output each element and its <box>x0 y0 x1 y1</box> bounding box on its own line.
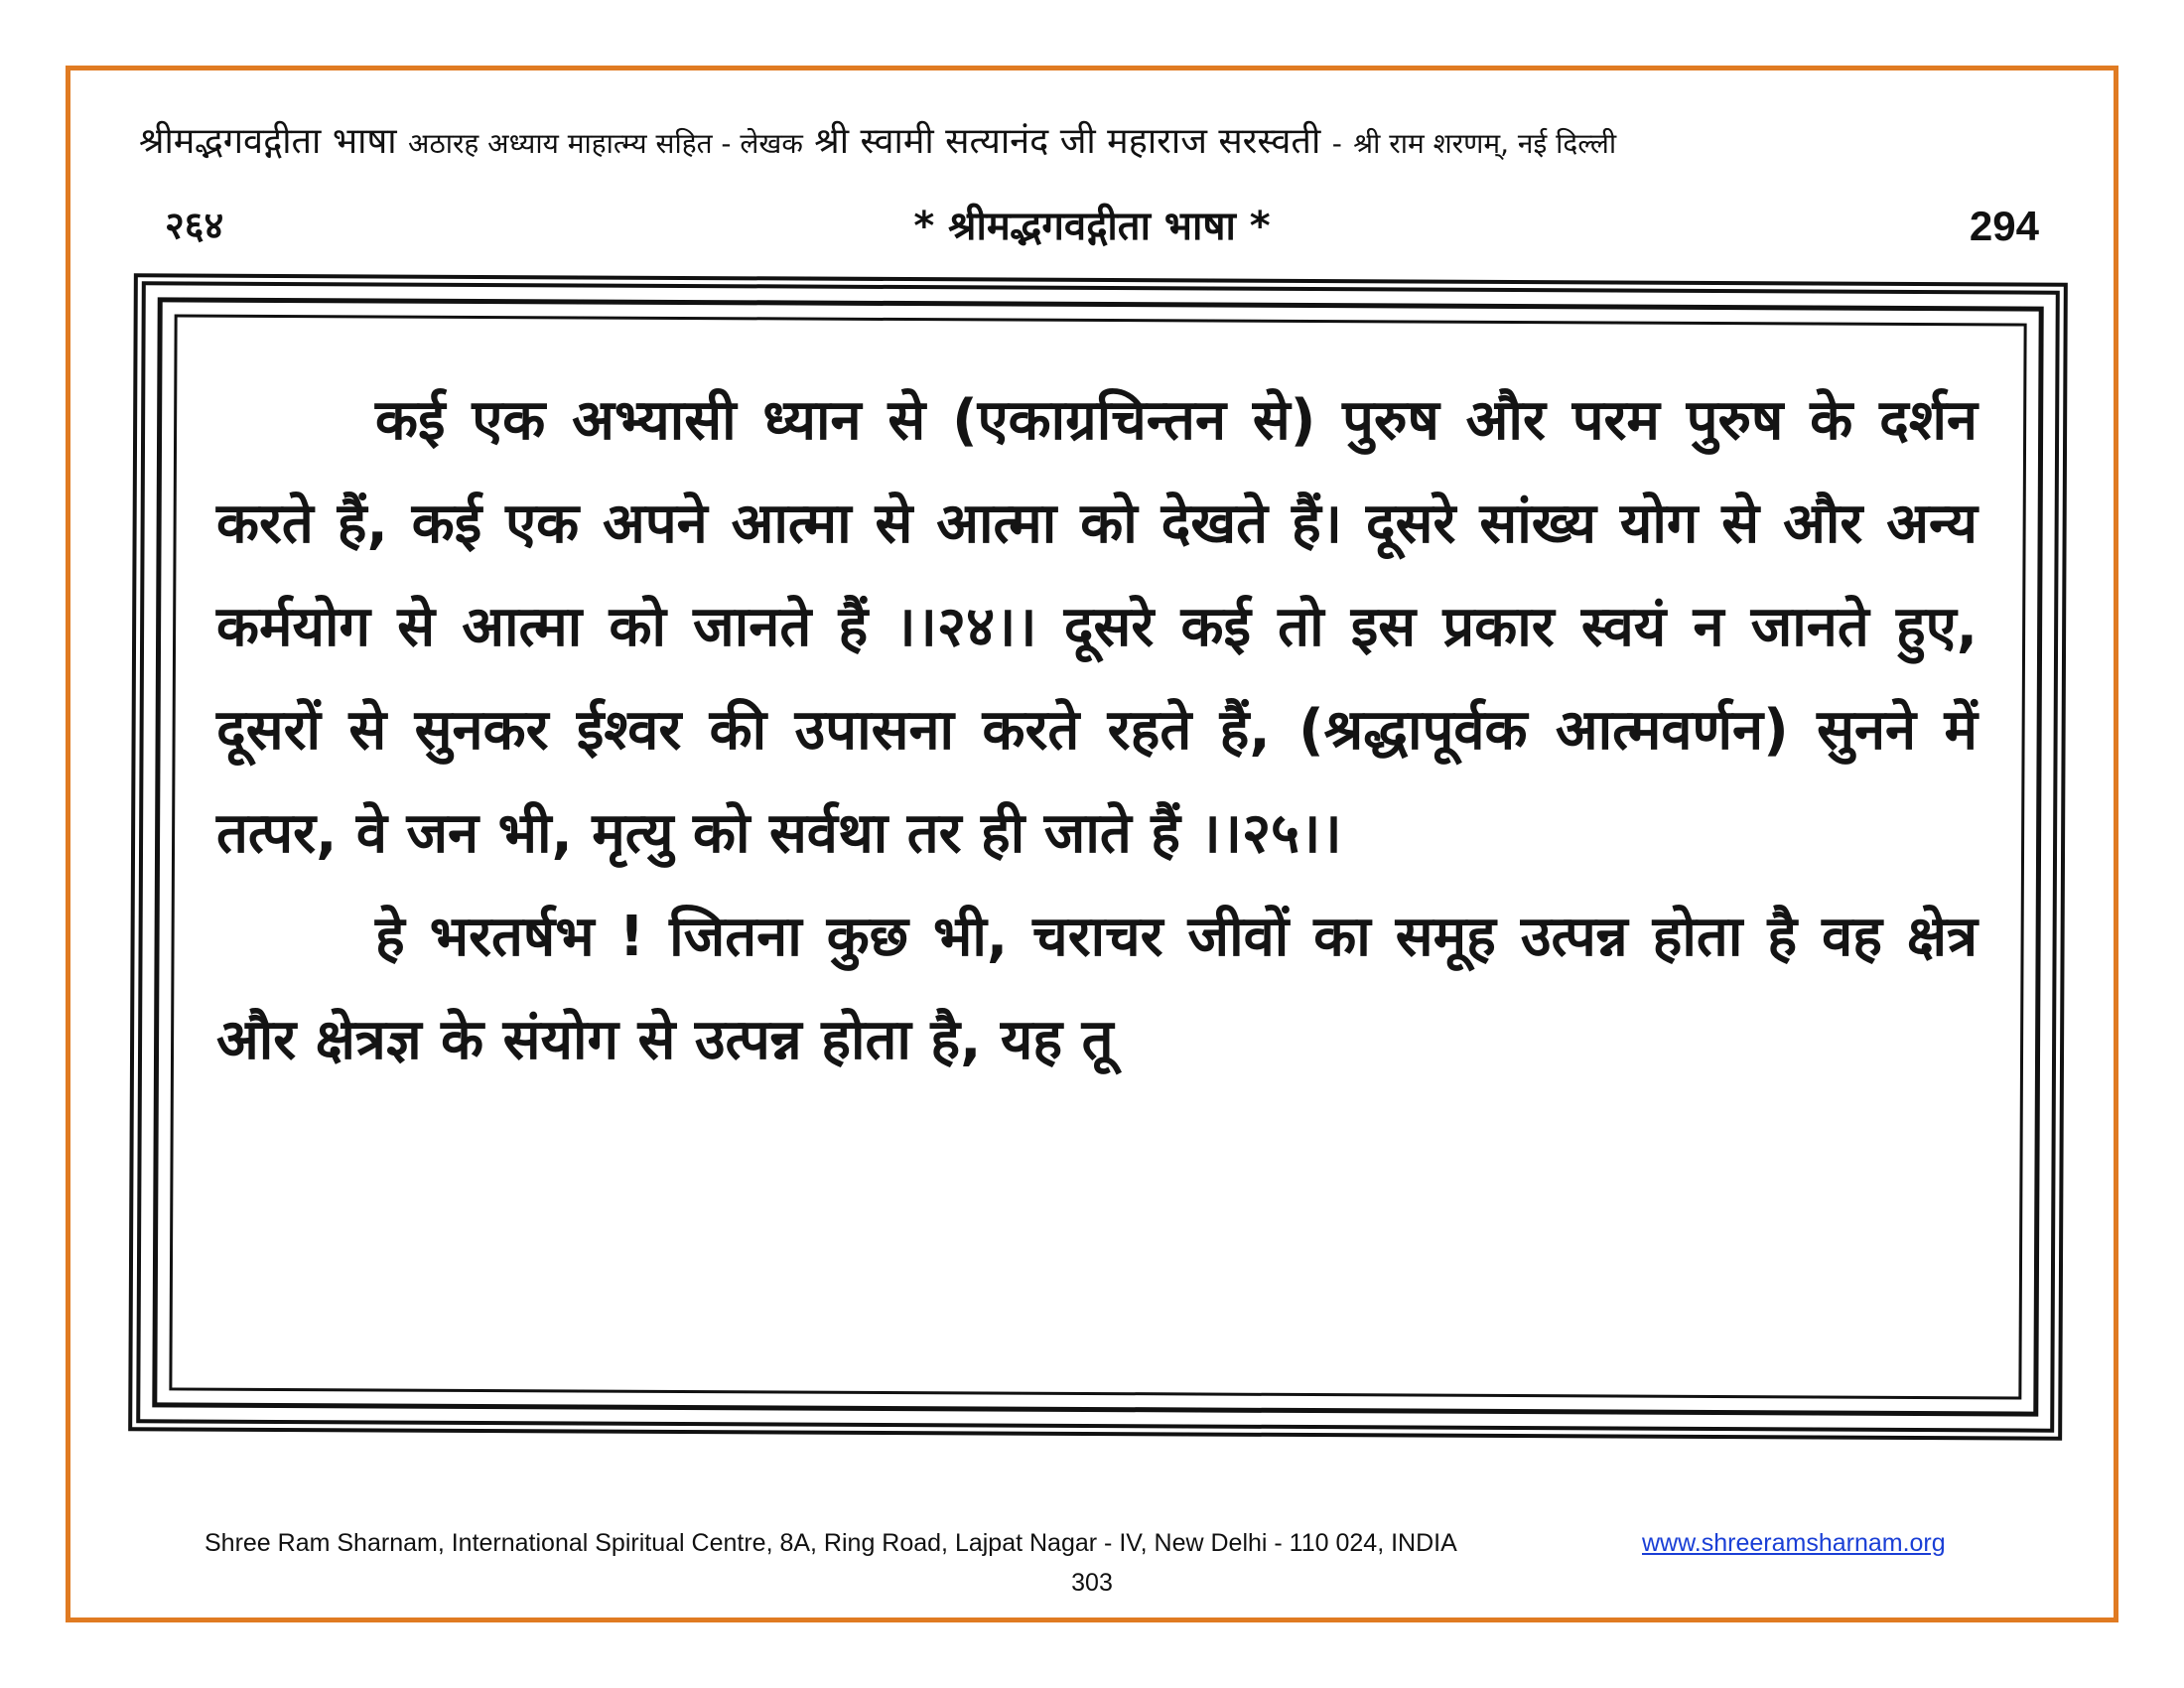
publisher: श्री राम शरणम्, नई दिल्ली <box>1353 127 1617 160</box>
header-line <box>139 117 2065 169</box>
author-name: श्री स्वामी सत्यानंद जी महाराज सरस्वती <box>814 121 1321 162</box>
footer-address: Shree Ram Sharnam, International Spiritual Centre, 8A, Ring Road, Lajpat Nagar - IV, New Delhi - 110 024, INDIA <box>205 1529 1457 1557</box>
book-title: श्रीमद्भगवद्गीता भाषा <box>139 121 397 162</box>
paragraph-2: हे भरतर्षभ ! जितना कुछ भी, चराचर जीवों का समूह उत्पन्न होता है वह क्षेत्र और क्षेत्रज्ञ के संयोग से उत्पन्न होता है, यह तू <box>216 905 1978 1072</box>
subtitle-author: अठारह अध्याय माहात्म्य सहित - लेखक <box>408 127 803 160</box>
website-link[interactable]: www.shreeramsharnam.org <box>1642 1529 1946 1557</box>
running-title: * श्रीमद्भगवद्गीता भाषा * <box>913 204 1271 249</box>
original-page-devanagari: २६४ <box>165 204 224 247</box>
verse-text <box>216 369 1978 1092</box>
paragraph-1: कई एक अभ्यासी ध्यान से (एकाग्रचिन्तन से) पुरुष और परम पुरुष के दर्शन करते हैं, कई एक अपने आत्मा से आत्मा को देखते हैं। दूसरे सांख्य योग से और अन्य कर्मयोग से आत्मा को जानते हैं ।।२४।। दूसरे कई तो इस प्रकार स्वयं न जानते हुए, दूसरों से सुनकर ईश्वर की उपासना करते रहते हैं, (श्रद्धापूर्वक आत्मवर्णन) सुनने में तत्पर, वे जन भी, मृत्यु को सर्वथा तर ही जाते हैं ।।२५।। <box>216 388 1978 866</box>
pdf-page-number: 303 <box>1071 1569 1113 1597</box>
original-page-number: 294 <box>1969 203 2039 249</box>
header-separator: - <box>1331 127 1342 160</box>
